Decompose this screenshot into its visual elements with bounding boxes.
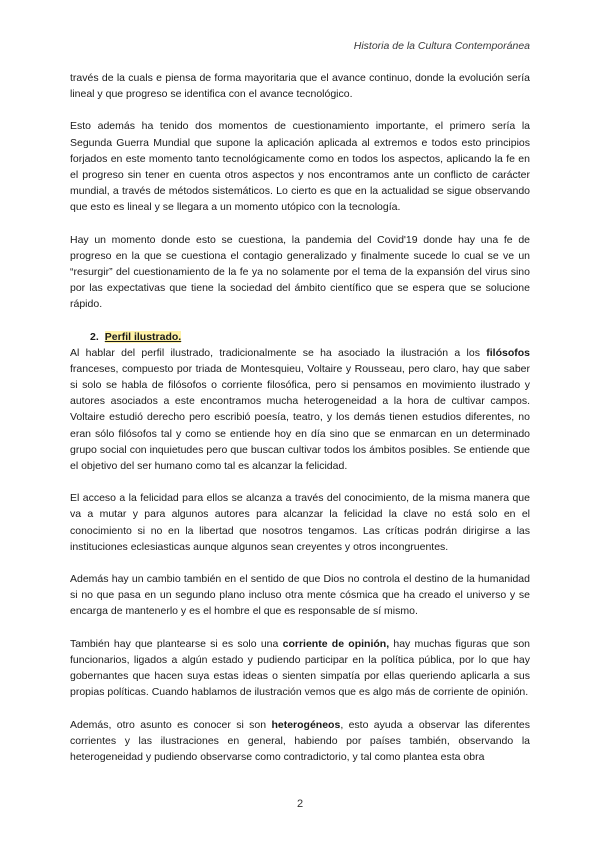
paragraph: Esto además ha tenido dos momentos de cuestionamiento importante, el primero sería la Segunda Guerra Mundial que supone la aplicación aplicada al extremos e todos esto principios forjados en este momento tanto tecnológicamente como en todos los aspectos, aplicando la fe en el progreso sin tener en cuenta otros aspectos y nos encontramos ante un conflicto de carácter mundial, a través de métodos sistemáticos. Lo cierto es que en la actualidad se sigue observando que esto es lineal y se llegara a un momento utópico con la tecnología. bbox=[70, 120, 530, 214]
paragraph-text: hay muchas figuras que son funcionarios, ligados a algún estado y pudiendo participar en la política pública, por lo que hay gobernantes que hacen suya estas ideas o sienten simpatía por ellas queriendo aplicarla a sus propias políticas. Cuando hablamos de ilustración vemos que es algo más de corriente de opinión. bbox=[70, 637, 530, 699]
bold-term: filósofos bbox=[486, 346, 530, 359]
paragraph bbox=[70, 345, 530, 475]
paragraph bbox=[70, 717, 530, 766]
bold-term: corriente de opinión, bbox=[282, 637, 390, 650]
document-body bbox=[70, 70, 530, 781]
paragraph: través de la cuals e piensa de forma mayoritaria que el avance continuo, donde la evolución sería lineal y que progreso se identifica con el avance tecnológico. bbox=[70, 72, 530, 101]
page-number: 2 bbox=[296, 798, 304, 810]
paragraph-text: También hay que plantearse si es solo una bbox=[70, 637, 283, 650]
bold-term: heterogéneos bbox=[271, 718, 341, 731]
paragraph bbox=[70, 636, 530, 701]
paragraph-text: , esto ayuda a observar las diferentes corrientes y las ilustraciones en general, habiendo por países también, observando la heterogeneidad y pudiendo observarse como contradictorio, y tal como plantea esta obra bbox=[70, 718, 530, 763]
paragraph-text: Además, otro asunto es conocer si son bbox=[70, 718, 272, 731]
paragraph: El acceso a la felicidad para ellos se alcanza a través del conocimiento, de la misma manera que va a mutar y para algunos autores para alcanzar la felicidad la clave no está solo en el conocimiento si no en la libertad que nosotros tengamos. Las críticas podrán dirigirse a las instituciones eclesiasticas aunque algunos sean creyentes y otros incongruentes. bbox=[70, 492, 530, 553]
paragraph-text: franceses, compuesto por triada de Montesquieu, Voltaire y Rousseau, pero claro, hay que saber si solo se habla de filósofos o corriente filosófica, pero si pensamos en movimiento ilustrado y autores asociados a este encontramos mucha heterogeneidad a la hora de cultivar campos. Voltaire estudió derecho pero escribió poesía, teatro, y los demás tienen estudios diferentes, no eran sólo filósofos tal y como se entiende hoy en día sino que se enmarcan en un determinado grupo social con inquietudes pero que buscan cultivar todos los ámbitos posibles. Se entiende que el objetivo del ser humano como tal es alcanzar la felicidad. bbox=[70, 362, 530, 473]
section-heading bbox=[90, 329, 530, 345]
section-title: Perfil ilustrado. bbox=[104, 330, 182, 343]
paragraph-text: Al hablar del perfil ilustrado, tradicionalmente se ha asociado la ilustración a los bbox=[70, 346, 487, 359]
paragraph: Además hay un cambio también en el sentido de que Dios no controla el destino de la humanidad si no que pasa en un segundo plano incluso otra mente cósmica que ha creado el universo y se encarga de mantenerlo y es el hombre el que es responsable de sí mismo. bbox=[70, 573, 530, 618]
section-number: 2. bbox=[90, 330, 99, 343]
paragraph: Hay un momento donde esto se cuestiona, la pandemia del Covid'19 donde hay una fe de progreso en la que se cuestiona el contagio generalizado y finalmente sucede lo cual se ve un “resurgir” del cuestionamiento de la fe ya no solamente por el tema de la expansión del virus sino por las expectativas que tiene la sociedad del ámbito científico que se espera que se solucione rápido. bbox=[70, 233, 530, 311]
running-header: Historia de la Cultura Contemporánea bbox=[353, 40, 530, 52]
